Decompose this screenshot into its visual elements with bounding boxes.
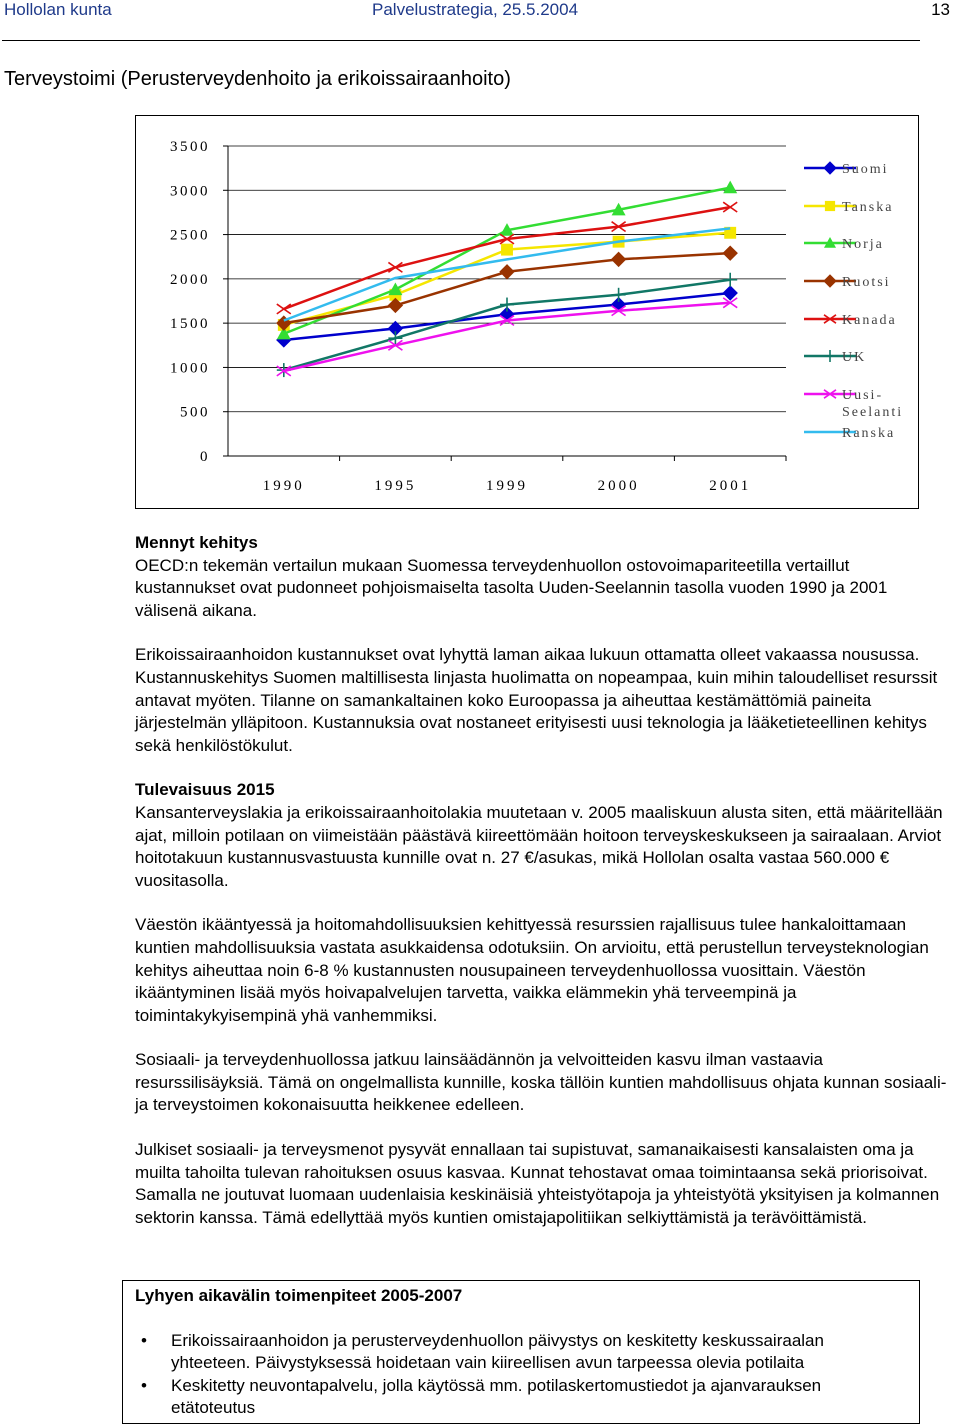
heading-past: Mennyt kehitys [135, 533, 258, 552]
x-tick-label: 1999 [486, 478, 528, 494]
paragraph-care-guarantee: Kansanterveyslakia ja erikoissairaanhoitolakia muutetaan v. 2005 maaliskuun alusta siten, että määritellään ajat, milloin potilaan on viimeistään päästävä kiireettömään hoitoon terveyskeskukseen ja sairaalaan. Arviot hoitotakuun kustannusvastuusta kunnille ovat n. 27 €/asukas, mikä Hollolan osalta vastaa 560.000 € vuositasolla. [135, 802, 943, 890]
data-point [500, 265, 514, 279]
header-org: Hollolan kunta [4, 0, 112, 19]
data-point [501, 244, 513, 256]
x-tick-label: 1995 [374, 478, 417, 494]
y-tick-label: 500 [180, 404, 210, 421]
legend-swatch-marker [825, 201, 835, 211]
x-tick-label: 2001 [709, 478, 752, 494]
data-point [277, 304, 291, 314]
legend-label: Norja [842, 237, 884, 252]
legend-label: Kanada [842, 313, 897, 328]
header-rule [2, 40, 920, 41]
list-item: • Erikoissairaanhoidon ja perusterveydenhuollon päivystys on keskitetty keskussairaalan yhteeteen. Päivystyksessä hoidetaan vain kiireellisen avun tarpeessa olevia potilaita [135, 1330, 907, 1375]
data-point [388, 282, 402, 295]
x-tick-label: 1990 [262, 478, 305, 494]
legend-label: Ruotsi [842, 275, 891, 290]
section-title: Terveystoimi (Perusterveydenhoito ja erikoissairaanhoito) [4, 68, 511, 90]
short-term-actions-box [122, 1280, 920, 1424]
y-tick-label: 2500 [170, 227, 210, 244]
box-title: Lyhyen aikavälin toimenpiteet 2005-2007 [135, 1286, 463, 1305]
data-point [723, 286, 737, 300]
chart-svg [136, 116, 918, 508]
body-text [135, 532, 950, 1251]
cost-line-chart [135, 115, 919, 509]
y-tick-label: 1000 [170, 360, 210, 377]
actions-list [135, 1330, 907, 1420]
y-tick-label: 3500 [170, 139, 210, 155]
legend-swatch-marker [824, 162, 836, 174]
data-point [612, 252, 626, 266]
list-item: • Keskitetty neuvontapalvelu, jolla käytössä mm. potilaskertomustiedot ja ajanvarauksen etätoteutus [135, 1375, 907, 1420]
legend-label: Seelanti [842, 405, 904, 420]
data-point [723, 181, 737, 194]
data-point [500, 298, 514, 312]
legend-label: UK [842, 350, 867, 365]
legend-label: Ranska [842, 426, 896, 441]
legend-label: Tanska [842, 200, 894, 215]
legend-swatch-marker [824, 275, 836, 287]
legend-label: Uusi- [842, 388, 884, 403]
data-point [723, 273, 737, 287]
header-page-number: 13 [931, 0, 950, 19]
paragraph-legislation: Sosiaali- ja terveydenhuollossa jatkuu lainsäädännön ja velvoitteiden kasvu ilman vastaavia resurssilisäyksiä. Tämä on ongelmallista kunnille, koska tällöin kuntien mahdollisuus ohjata kunnan sosiaali- ja terveystoimen kokonaisuutta heikkenee edelleen. [135, 1050, 947, 1115]
paragraph-public-spending: Julkiset sosiaali- ja terveysmenot pysyvät ennallaan tai supistuvat, samanaikaisesti kansalaisten oma ja muilta tahoilta tulevan rahoituksen osuus kasvaa. Kunnat tehostavat omaa toimintaansa sekä priorisoivat. Samalla ne joutuvat luomaan uudenlaisia keskinäisiä yhteistyötapoja ja yhteistyötä yksityisen ja kolmannen sektorin kanssa. Tämä edellyttää myös kuntien omistajapolitiikan selkiyttämistä ja terävöittämistä. [135, 1140, 940, 1227]
legend-swatch-marker [824, 350, 836, 362]
y-tick-label: 2000 [170, 271, 210, 288]
data-point [723, 246, 737, 260]
y-tick-label: 3000 [170, 183, 210, 200]
paragraph-oecd: OECD:n tekemän vertailun mukaan Suomessa terveydenhuollon ostovoimapariteetilla vertaillut kustannukset ovat pudonneet pohjoismaiselta tasolta Uuden-Seelannin tasolla vuoden 1990 ja 2001 välisenä aikana. [135, 555, 888, 620]
y-tick-label: 0 [200, 449, 210, 465]
legend-label: Suomi [842, 162, 889, 177]
page-header [4, 0, 954, 22]
header-doc-title: Palvelustrategia, 25.5.2004 [372, 0, 579, 19]
y-tick-label: 1500 [170, 316, 210, 333]
paragraph-specialist-care: Erikoissairaanhoidon kustannukset ovat lyhyttä laman aikaa lukuun ottamatta olleet vakaassa nousussa. Kustannuskehitys Suomen maltillisesta linjasta huolimatta on nopeampaa, kuin mihin taloudelliset resurssit antavat myöten. Tilanne on samankaltainen koko Euroopassa ja aiheuttaa kestämättömiä paineita järjestelmän ylläpitoon. Kustannuksia ovat nostaneet erityisesti uusi teknologia ja lääketieteellinen kehitys sekä henkilöstökulut. [135, 645, 938, 755]
heading-future: Tulevaisuus 2015 [135, 780, 275, 800]
data-point [612, 288, 626, 302]
x-tick-label: 2000 [597, 478, 640, 494]
paragraph-aging: Väestön ikääntyessä ja hoitomahdollisuuksien kehittyessä resurssien rajallisuus tulee hankaloittamaan kuntien mahdollisuuksia vastata asukkaidensa odotuksiin. On arvioitu, että perustellun terveysteknologian kehitys aiheuttaa noin 6-8 % kustannusten nousupaineen terveydenhuollossa vuosittain. Väestön ikääntyminen lisää myös hoivapalvelujen tarvetta, vaikka elämmekin yhä terveempinä ja toimintakykyisempinä yhä vanhemmiksi. [135, 915, 929, 1025]
